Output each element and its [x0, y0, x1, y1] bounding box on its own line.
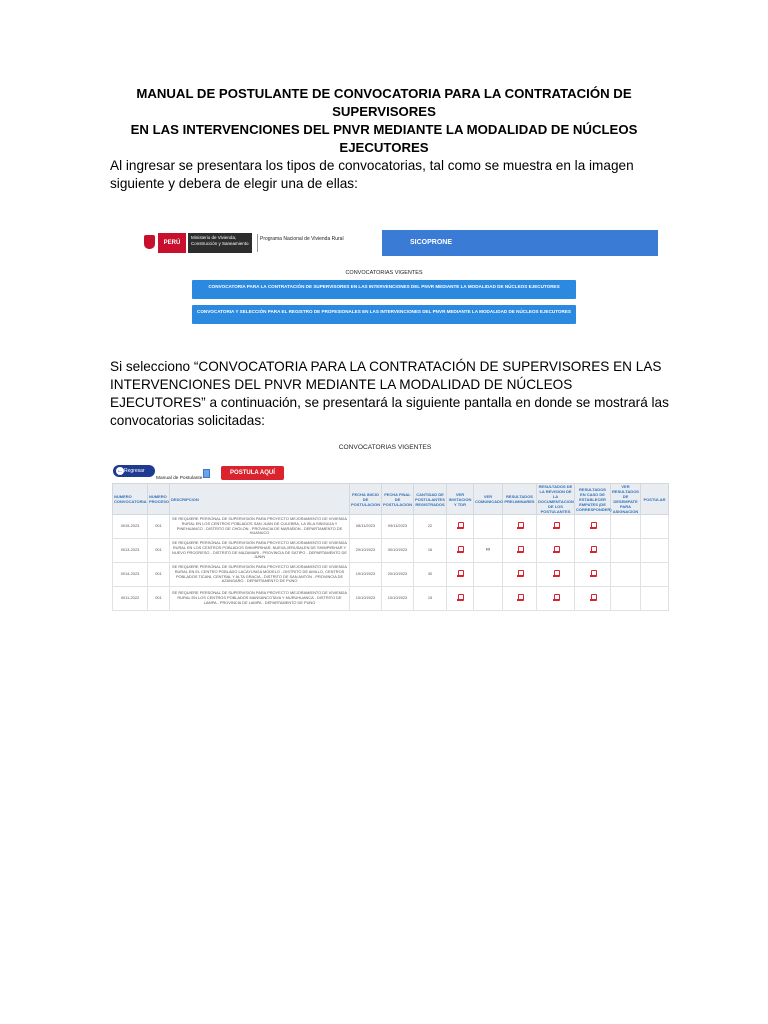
convocatoria-profesionales-button[interactable]: CONVOCATORIA Y SELECCIÓN PARA EL REGISTRO DE PROFESIONALES EN LAS INTERVENCIONES DEL PNVR MEDIANTE LA MODALIDAD DE NÚCLEOS EJECUTORES	[192, 305, 576, 324]
applicant-count-cell: 22	[414, 515, 447, 539]
pdf-icon[interactable]	[553, 570, 559, 577]
col-header: NUMERO PROCESO	[148, 484, 170, 515]
table-row	[113, 587, 669, 611]
table-row	[113, 563, 669, 587]
list-title: CONVOCATORIAS VIGENTES	[338, 444, 432, 451]
action-cell	[611, 587, 641, 611]
intro-paragraph: Al ingresar se presentara los tipos de convocatorias, tal como se muestra en la imagen siguiente y debera de elegir una de ellas:	[110, 158, 634, 191]
convocatoria-number-cell: 0015-2023	[113, 515, 148, 539]
pdf-icon[interactable]	[553, 522, 559, 529]
pdf-icon[interactable]	[590, 570, 596, 577]
pdf-icon[interactable]	[517, 546, 523, 553]
document-title	[90, 85, 678, 157]
col-header: NUMERO CONVOCATORIA	[113, 484, 148, 515]
applicant-count-cell: 15	[414, 587, 447, 611]
program-label: Programa Nacional de Vivienda Rural	[260, 236, 344, 242]
action-cell	[537, 515, 575, 539]
pdf-icon[interactable]	[553, 594, 559, 601]
pdf-icon[interactable]	[553, 546, 559, 553]
action-cell	[537, 587, 575, 611]
action-cell	[641, 587, 669, 611]
convocatoria-number-cell: 0014-2023	[113, 563, 148, 587]
pdf-icon[interactable]	[590, 522, 596, 529]
pdf-icon[interactable]	[457, 594, 463, 601]
pdf-icon[interactable]	[590, 594, 596, 601]
action-cell	[447, 539, 474, 563]
action-cell	[503, 539, 537, 563]
action-cell	[474, 539, 503, 563]
action-cell	[447, 515, 474, 539]
arrow-left-icon: ←	[117, 468, 123, 474]
applicant-count-cell: 16	[414, 539, 447, 563]
table-header-row	[113, 484, 669, 515]
action-cell	[611, 563, 641, 587]
process-number-cell: 001	[148, 587, 170, 611]
action-cell	[641, 563, 669, 587]
table-row	[113, 515, 669, 539]
action-cell	[447, 587, 474, 611]
pdf-icon[interactable]	[457, 546, 463, 553]
pdf-icon[interactable]	[457, 570, 463, 577]
end-date-cell: 20/10/2023	[382, 563, 414, 587]
start-date-cell: 19/10/2023	[350, 563, 382, 587]
action-cell	[575, 515, 611, 539]
process-number-cell: 001	[148, 539, 170, 563]
table-body	[113, 515, 669, 611]
col-header: DESCRIPCION	[170, 484, 350, 515]
start-date-cell: 10/10/2023	[350, 587, 382, 611]
peru-label: PERÚ	[158, 233, 186, 253]
process-number-cell: 001	[148, 515, 170, 539]
col-header: FECHA FINAL DE POSTULACION	[382, 484, 414, 515]
manual-label: Manual de Postulante	[156, 476, 203, 481]
selection-paragraph: Si selecciono “CONVOCATORIA PARA LA CONTRATACIÓN DE SUPERVISORES EN LAS INTERVENCIONES DEL PNVR MEDIANTE LA MODALIDAD DE NÚCLEOS EJECUTORES” a continuación, se presentará la siguiente pantalla en donde se mostrará las convocatorias solicitadas:	[110, 359, 669, 428]
header-logo-area	[110, 230, 382, 256]
end-date-cell: 09/11/2023	[382, 515, 414, 539]
action-cell	[503, 587, 537, 611]
action-cell	[641, 539, 669, 563]
action-cell	[641, 515, 669, 539]
col-header: CANTIDAD DE POSTULANTES REGISTRADOS	[414, 484, 447, 515]
back-button-label: Regresar	[124, 468, 145, 474]
action-cell	[611, 515, 641, 539]
action-cell	[474, 587, 503, 611]
pdf-icon[interactable]	[517, 570, 523, 577]
pdf-icon[interactable]	[517, 522, 523, 529]
process-number-cell: 001	[148, 563, 170, 587]
action-cell	[474, 515, 503, 539]
col-header: VER COMUNICADO	[474, 484, 503, 515]
coat-of-arms-icon	[144, 235, 155, 249]
pdf-icon[interactable]	[590, 546, 596, 553]
action-cell	[575, 563, 611, 587]
convocatoria-supervisores-button[interactable]: CONVOCATORIA PARA LA CONTRATACIÓN DE SUPERVISORES EN LAS INTERVENCIONES DEL PNVR MEDIANTE LA MODALIDAD DE NÚCLEOS EJECUTORES	[192, 280, 576, 299]
col-header: VER RESULTADOS DE DESEMPATE PARA ASIGNACION	[612, 484, 639, 514]
col-header: VER INVITACION Y TDR	[447, 484, 474, 515]
action-cell	[575, 587, 611, 611]
convocatoria-number-cell: 0011-2022	[113, 587, 148, 611]
title-line-1: MANUAL DE POSTULANTE DE CONVOCATORIA PARA LA CONTRATACIÓN DE SUPERVISORES	[136, 86, 632, 119]
screenshot-convocatorias-list	[110, 440, 666, 605]
action-cell	[575, 539, 611, 563]
description-cell: SE REQUIERE PERSONAL DE SUPERVISION PARA PROYECTO MEJORAMIENTO DE VIVIENDA RURAL EN LOS CENTROS POBLADOS MANSANCOTAYA Y MURUHUANCA - DISTRITO DE LAMPA - PROVINCIA DE LAMPA - DEPARTAMENTO DE PUNO	[170, 587, 350, 611]
description-cell: SE REQUIERE PERSONAL DE SUPERVISION PARA PROYECTO MEJORAMIENTO DE VIVIENDA RURAL EN LOS CENTROS POBLADOS SHIMPIRIHAR, NUEVA JERUSALEN DE SHIMPIRIHAR Y NUEVO PROGRESO - DISTRITO DE MAZAMARI - PROVINCIA DE SATIPO - DEPARTAMENTO DE JUNIN	[170, 539, 350, 563]
action-cell	[611, 539, 641, 563]
description-cell: SE REQUIERE PERSONAL DE SUPERVISION PARA PROYECTO MEJORAMIENTO DE VIVIENDA RURAL EN LOS CENTROS POBLADOS SAN JUAN DE CULEBRA, LA ISLA SINGUIJA Y PINEHUANCO - DISTRITO DE CHOLON - PROVINCIA DE MARAÑON - DEPARTAMENTO DE HUANUCO	[170, 515, 350, 539]
col-header: POSTULAR	[641, 484, 669, 515]
title-line-2: EN LAS INTERVENCIONES DEL PNVR MEDIANTE LA MODALIDAD DE NÚCLEOS EJECUTORES	[130, 122, 638, 155]
back-button[interactable]	[113, 465, 155, 477]
action-cell	[474, 563, 503, 587]
pdf-icon[interactable]	[457, 522, 463, 529]
action-cell	[537, 539, 575, 563]
ministry-label: Ministerio de Vivienda, Construcción y Saneamiento	[188, 233, 252, 253]
logo-divider	[257, 234, 258, 252]
col-header: RESULTADOS DE LA REVISION DE LA DOCUMENTACION DE LOS POSTULANTES	[538, 484, 574, 514]
applicant-count-cell: 30	[414, 563, 447, 587]
brand-name: SICOPRONE	[410, 239, 453, 246]
document-icon[interactable]	[203, 469, 210, 478]
col-header: RESULTADOS PRELIMINARES	[503, 484, 537, 515]
convocatorias-table	[112, 483, 669, 611]
convocatorias-subtitle: CONVOCATORIAS VIGENTES	[345, 270, 423, 276]
col-header: FECHA INICIO DE POSTULACION	[350, 484, 382, 515]
action-cell	[537, 563, 575, 587]
action-cell	[503, 563, 537, 587]
table-row	[113, 539, 669, 563]
postula-button[interactable]: POSTULA AQUÍ	[221, 466, 284, 480]
glasses-icon[interactable]: ∞	[485, 547, 491, 554]
convocatoria-number-cell: 0013-2023	[113, 539, 148, 563]
col-header: RESULTADOS EN CASO DE ESTABLECER EMPATES (DE CORRESPONDER)	[575, 484, 611, 515]
pdf-icon[interactable]	[517, 594, 523, 601]
action-cell	[447, 563, 474, 587]
site-header	[110, 230, 658, 256]
end-date-cell: 10/10/2023	[382, 587, 414, 611]
description-cell: SE REQUIERE PERSONAL DE SUPERVISION PARA PROYECTO MEJORAMIENTO DE VIVIENDA RURAL EN EL CENTRO POBLADO LACAYUNGA MODELO - DISTRITO DE AMILLO, CENTROS POBLADOS TICANI, CENTRAL Y ALTA GRACIA - DISTRITO DE SAN ANTON - PROVINCIA DE AZANGARO - DEPARTAMENTO DE PUNO	[170, 563, 350, 587]
start-date-cell: 29/10/2023	[350, 539, 382, 563]
end-date-cell: 30/10/2023	[382, 539, 414, 563]
screenshot-convocatoria-types	[110, 230, 658, 340]
start-date-cell: 08/11/2023	[350, 515, 382, 539]
action-cell	[503, 515, 537, 539]
